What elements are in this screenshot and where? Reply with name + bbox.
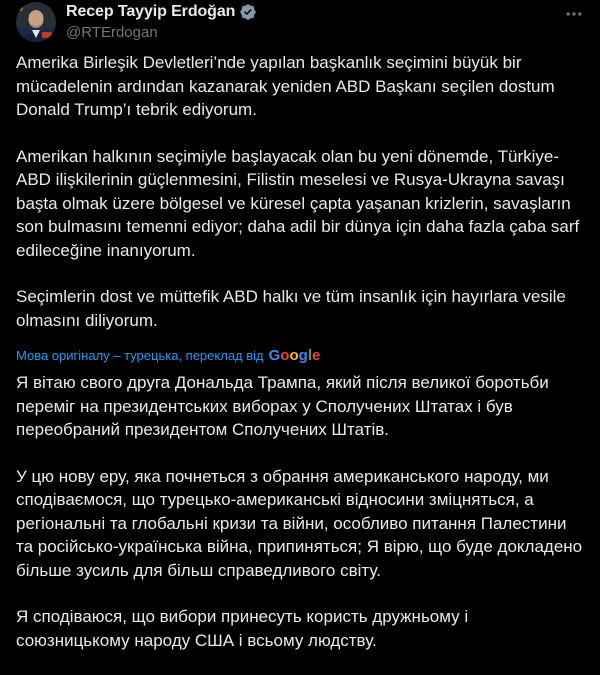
author-handle[interactable]: @RTErdogan xyxy=(66,24,158,41)
translated-paragraph: У цю нову еру, яка почнеться з обрання американського народу, ми сподіваємося, що турецько-американські відносини зміцняться, а регіональні та глобальні кризи та війни, особливо питання Палестини та російсько-українська війна, припиняться; Я вірю, що буде докладено більше зусиль для більш справедливого світу. xyxy=(16,466,583,580)
more-options-icon xyxy=(564,4,584,24)
name-row xyxy=(66,3,257,21)
translation-note[interactable] xyxy=(16,346,320,364)
translated-paragraph: Я сподіваюся, що вибори принесуть користь дружньому і союзницькому народу США і всьому людству. xyxy=(16,607,469,650)
avatar-image xyxy=(16,2,56,42)
translated-text xyxy=(16,371,584,675)
tweet-text xyxy=(16,51,584,332)
author-display-name[interactable]: Recep Tayyip Erdoğan xyxy=(66,3,236,20)
tweet-paragraph: Amerikan halkının seçimiyle başlayacak olan bu yeni dönemde, Türkiye-ABD ilişkilerinin güçlenmesini, Filistin meselesi ve Rusya-Ukrayna savaşı başta olmak üzere bölgesel ve küresel çapta yaşanan krizlerin, savaşların son bulmasını temenni ediyor; daha adil bir dünya için daha fazla çaba sarf edileceğine inanıyorum. xyxy=(16,146,580,260)
tweet-header xyxy=(0,0,600,50)
more-options-button[interactable] xyxy=(562,2,586,26)
avatar[interactable] xyxy=(16,2,56,42)
verified-badge-icon xyxy=(239,3,257,21)
translation-note-text: Мова оригіналу – турецька, переклад від xyxy=(16,347,264,363)
google-logo: Google xyxy=(268,346,321,364)
tweet-paragraph: Seçimlerin dost ve müttefik ABD halkı ve tüm insanlık için hayırlara vesile olmasını diliyorum. xyxy=(16,287,566,330)
translated-paragraph: Я вітаю свого друга Дональда Трампа, який після великої боротьби переміг на президентських виборах у Сполучених Штатах і був переобраний президентом Сполучених Штатів. xyxy=(16,373,549,439)
tweet-paragraph: Amerika Birleşik Devletleri’nde yapılan başkanlık seçimini büyük bir mücadelenin ardından kazanarak yeniden ABD Başkanı seçilen dostum Donald Trump’ı tebrik ediyorum. xyxy=(16,53,555,119)
